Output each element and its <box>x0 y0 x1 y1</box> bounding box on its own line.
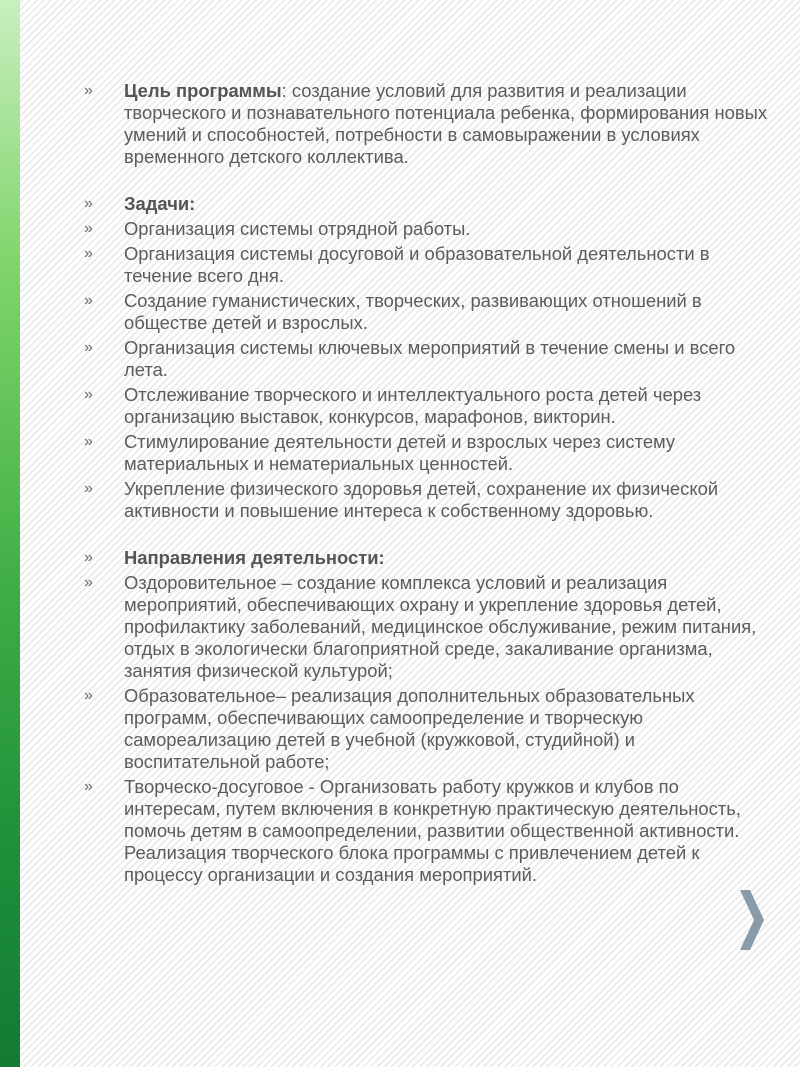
task-item <box>84 218 774 240</box>
direction-item <box>84 685 774 773</box>
tasks-heading: Задачи: <box>124 193 196 214</box>
task-text: Организация системы досуговой и образовательной деятельности в течение всего дня. <box>124 243 710 286</box>
chevron-right-icon[interactable] <box>738 888 766 952</box>
goal-item <box>84 80 774 168</box>
directions-heading: Направления деятельности: <box>124 547 385 568</box>
bullet-marker: » <box>84 480 93 497</box>
bullet-marker: » <box>84 433 93 450</box>
task-text: Создание гуманистических, творческих, развивающих отношений в обществе детей и взрослых. <box>124 290 702 333</box>
bullet-marker: » <box>84 195 93 212</box>
accent-side-bar <box>0 0 20 1067</box>
task-item <box>84 384 774 428</box>
goal-text: : создание условий для развития и реализации творческого и познавательного потенциала ребенка, формирования новых умений и способностей, потребности в самовыражении в условиях временного детского коллектива. <box>124 80 768 167</box>
bullet-marker: » <box>84 245 93 262</box>
bullet-marker: » <box>84 220 93 237</box>
bullet-marker: » <box>84 82 93 99</box>
bullet-marker: » <box>84 339 93 356</box>
direction-item <box>84 776 774 886</box>
bullet-marker: » <box>84 687 93 704</box>
task-item <box>84 478 774 522</box>
direction-text: Образовательное– реализация дополнительных образовательных программ, обеспечивающих самоопределение и творческую самореализацию детей в учебной (кружковой, студийной) и воспитательной работе; <box>124 685 695 772</box>
goal-label: Цель программы <box>124 80 282 101</box>
direction-text: Оздоровительное – создание комплекса условий и реализация мероприятий, обеспечивающих охрану и укрепление здоровья детей, профилактику заболеваний, медицинское обслуживание, режим питания, отдых в экологически благоприятной среде, закаливание организма, занятия физической культурой; <box>124 572 757 681</box>
direction-item <box>84 572 774 682</box>
bullet-marker: » <box>84 386 93 403</box>
task-text: Укрепление физического здоровья детей, сохранение их физической активности и повышение интереса к собственному здоровью. <box>124 478 719 521</box>
direction-text: Творческо-досуговое - Организовать работу кружков и клубов по интересам, путем включения в конкретную практическую деятельность, помочь детям в самоопределении, развитии общественной активности. Реализация творческого блока программы с привлечением детей к процессу организации и создания мероприятий. <box>124 776 741 885</box>
spacer <box>84 171 774 193</box>
task-item <box>84 431 774 475</box>
bullet-marker: » <box>84 549 93 566</box>
task-item <box>84 290 774 334</box>
task-text: Стимулирование деятельности детей и взрослых через систему материальных и нематериальных ценностей. <box>124 431 676 474</box>
task-text: Организация системы отрядной работы. <box>124 218 471 239</box>
spacer <box>84 525 774 547</box>
chevron-right-icon-graphic <box>738 888 766 952</box>
slide-content <box>84 80 774 889</box>
task-item <box>84 243 774 287</box>
task-item <box>84 337 774 381</box>
tasks-heading-item <box>84 193 774 215</box>
bullet-marker: » <box>84 292 93 309</box>
task-text: Организация системы ключевых мероприятий в течение смены и всего лета. <box>124 337 736 380</box>
task-text: Отслеживание творческого и интеллектуального роста детей через организацию выставок, конкурсов, марафонов, викторин. <box>124 384 702 427</box>
directions-heading-item <box>84 547 774 569</box>
bullet-marker: » <box>84 778 93 795</box>
bullet-marker: » <box>84 574 93 591</box>
